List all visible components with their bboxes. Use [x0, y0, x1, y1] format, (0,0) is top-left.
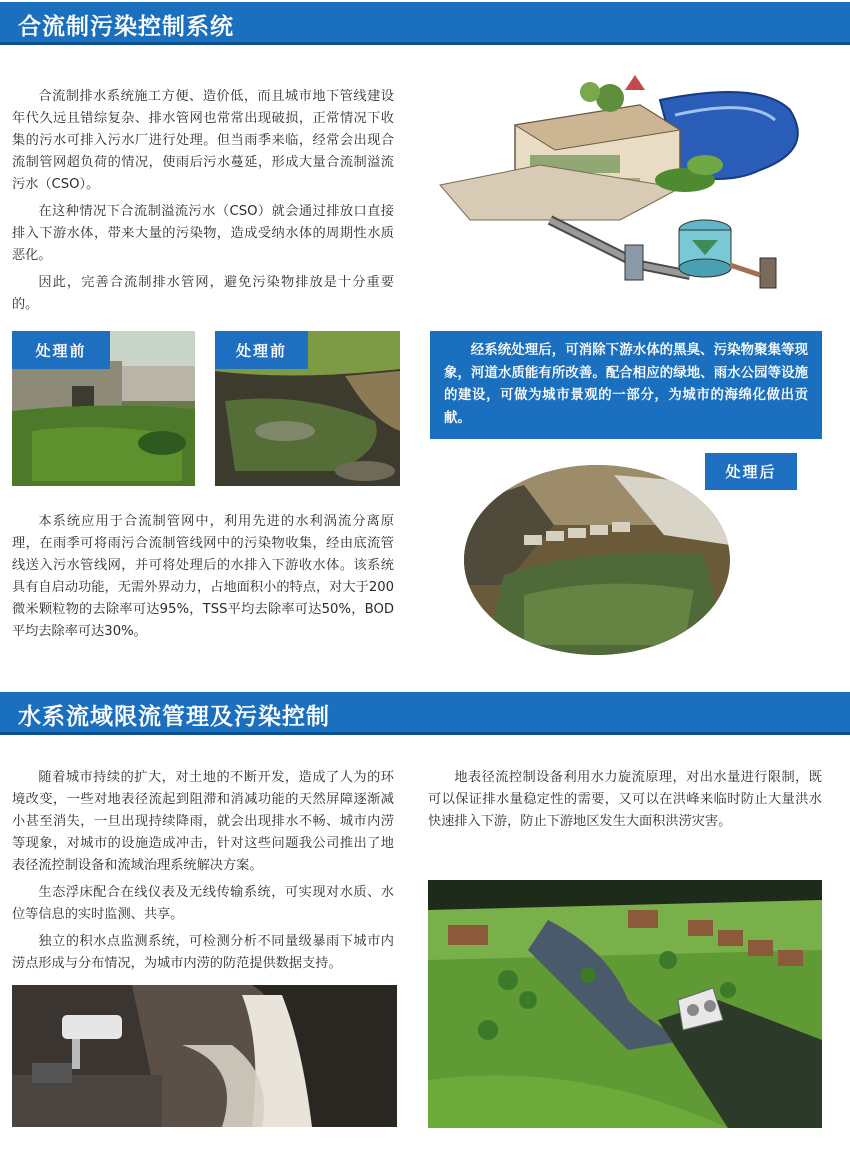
- section-banner-watershed: [0, 692, 850, 735]
- system-description-text: 本系统应用于合流制管网中，利用先进的水利涡流分离原理，在雨季可将雨污合流制管线网中的污染物收集，经由底流管线送入污水管线网，并可将处理后的水排入下游收水体。该系统具有自启动功能，无需外界动力，占地面积小的特点，对大于200微米颗粒物的去除率可达95%，TSS平均去除率可达50%，BOD平均去除率可达30%。: [12, 514, 394, 639]
- label-after: 处理后: [705, 453, 797, 490]
- section-banner-cso: [0, 2, 850, 45]
- section-title: 水系流域限流管理及污染控制: [18, 704, 330, 730]
- watershed-left-text: [12, 767, 394, 980]
- label-before-1: 处理前: [12, 331, 110, 369]
- system-description: [12, 511, 394, 648]
- intro-text: [12, 86, 394, 321]
- architecture-sketch-image: [430, 70, 825, 300]
- runoff-control-text: 地表径流控制设备利用水力旋流原理，对出水量进行限制，既可以保证排水量稳定性的需要，又可以在洪峰来临时防止大量洪水快速排入下游，防止下游地区发生大面积洪涝灾害。: [428, 770, 822, 829]
- label-before-2: 处理前: [215, 331, 308, 369]
- treatment-result-text: 经系统处理后，可消除下游水体的黑臭、污染物聚集等现象，河道水质能有所改善。配合相应的绿地、雨水公园等设施的建设，可做为城市景观的一部分，为城市的海绵化做出贡献。: [444, 343, 808, 426]
- intro-paragraph: 合流制排水系统施工方便、造价低，而且城市地下管线建设年代久远且错综复杂、排水管网也常常出现破损，正常情况下收集的污水可排入污水厂进行处理。但当雨季来临，经常会出现合流制管网超负荷的情况，使雨后污水蔓延，形成大量合流制溢流污水（CSO）。: [12, 89, 394, 192]
- treatment-result-box: [430, 331, 822, 439]
- after-photo: [464, 465, 730, 655]
- watershed-right-text: [428, 767, 822, 838]
- watershed-paragraph: 随着城市持续的扩大，对土地的不断开发，造成了人为的环境改变，一些对地表径流起到阻滞和消减功能的天然屏障逐渐减小甚至消失，一旦出现持续降雨，就会出现排水不畅、城市内涝等现象，对城市的设施造成冲击，针对这些问题我公司推出了地表径流控制设备和流域治理系统解决方案。: [12, 770, 394, 873]
- landscape-model-photo: [428, 880, 822, 1128]
- monitoring-camera-photo: [12, 985, 397, 1127]
- intro-paragraph: 因此，完善合流制排水管网，避免污染物排放是十分重要的。: [12, 275, 394, 312]
- watershed-paragraph: 独立的积水点监测系统，可检测分析不同量级暴雨下城市内涝点形成与分布情况，为城市内涝的防范提供数据支持。: [12, 934, 394, 971]
- intro-paragraph: 在这种情况下合流制溢流污水（CSO）就会通过排放口直接排入下游水体，带来大量的污染物，造成受纳水体的周期性水质恶化。: [12, 204, 394, 263]
- watershed-paragraph: 生态浮床配合在线仪表及无线传输系统，可实现对水质、水位等信息的实时监测、共享。: [12, 885, 394, 922]
- section-title: 合流制污染控制系统: [18, 14, 234, 40]
